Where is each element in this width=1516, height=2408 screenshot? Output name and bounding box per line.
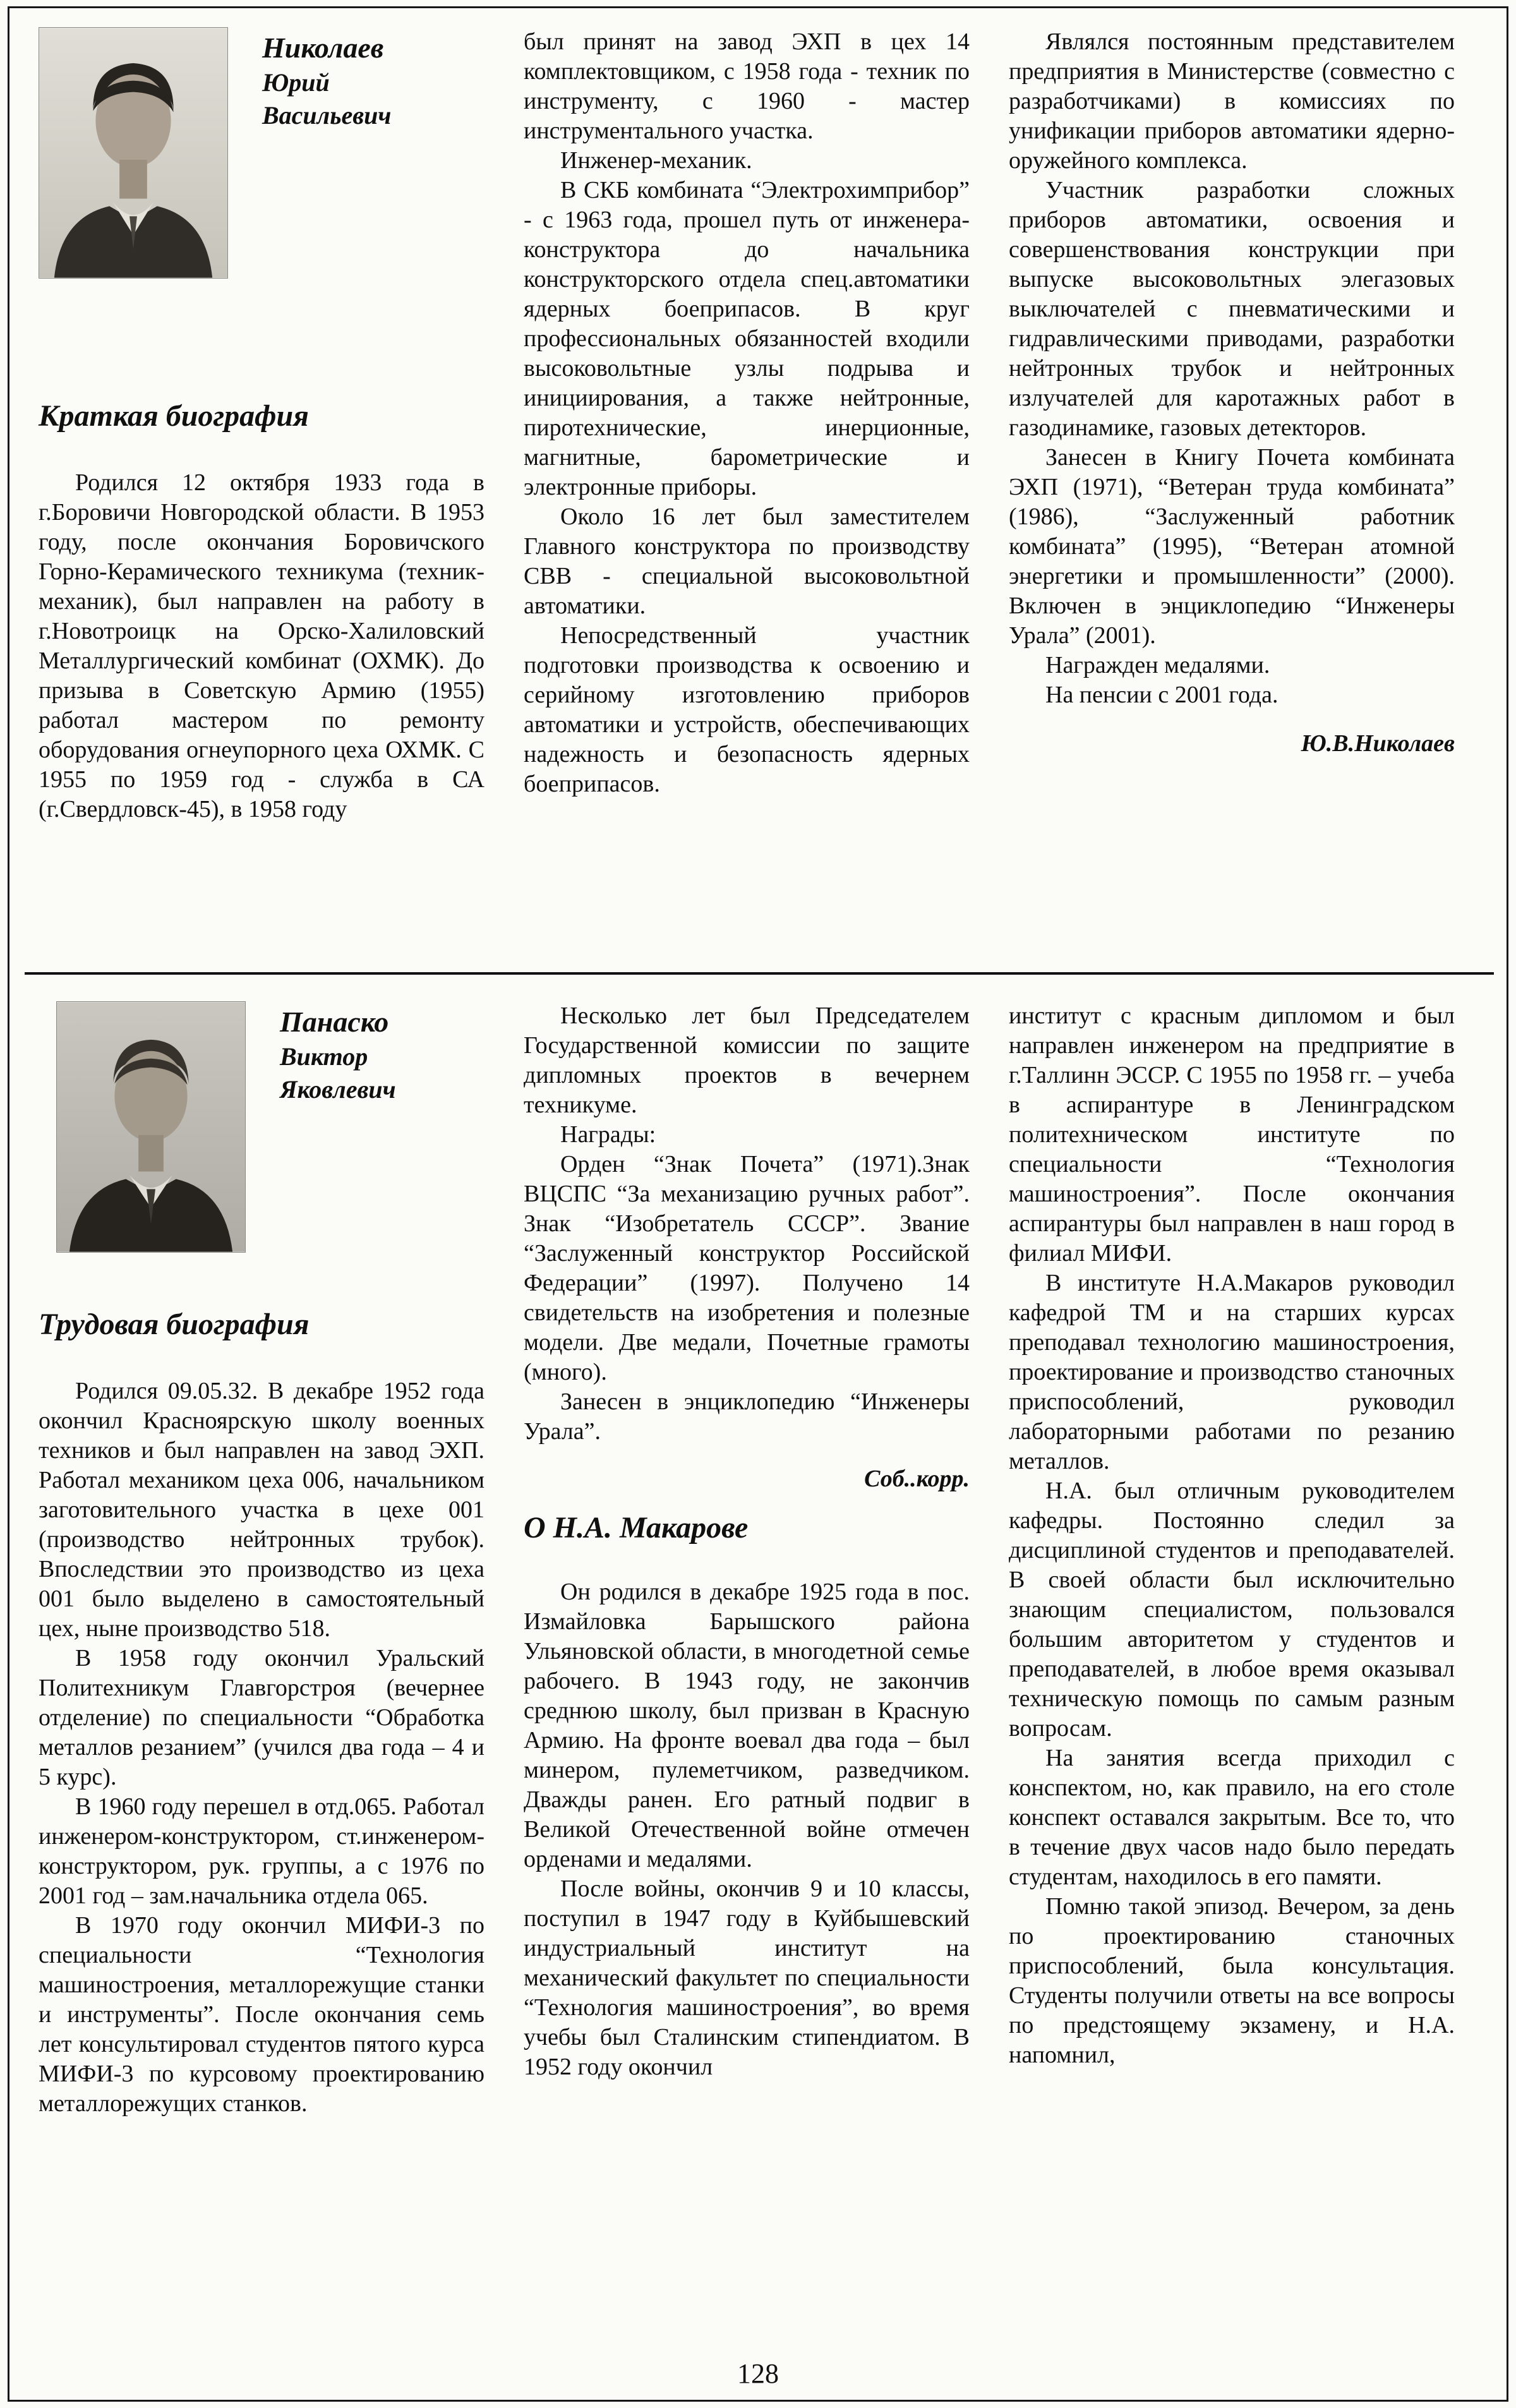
article-nikolaev: [39, 27, 1481, 951]
portrait-photo-panasko: [56, 1001, 246, 1253]
paragraph: В институте Н.А.Макаров руководил кафедрой ТМ и на старших курсах преподавал технологию машиностроения, проектирование и производство станочных приспособлений, руководил лабораторными работами по резанию металлов.: [1009, 1270, 1455, 1474]
paragraph: институт с красным дипломом и был направлен инженером на предприятие в г.Таллинн ЭССР. С 1955 по 1958 гг. – учеба в аспирантуре в Ленинградском политехническом институте по специальности “Технология машиностроения”. После окончания аспирантуры был направлен в наш город в филиал МИФИ.: [1009, 1002, 1455, 1267]
paragraph: Несколько лет был Председателем Государственной комиссии по защите дипломных проектов в вечернем техникуме.: [524, 1002, 970, 1118]
paragraph: Он родился в декабре 1925 года в пос. Измайловка Барышского района Ульяновской области, в многодетной семье рабочего. В 1943 году, не закончив среднюю школу, был призван в Красную Армию. На фронте воевал два года – был минером, пулеметчиком, разведчиком. Дважды ранен. Его ратный подвиг в Великой Отечественной войне отмечен орденами и медалями.: [524, 1579, 970, 1872]
patronymic: Яковлевич: [280, 1075, 396, 1104]
paragraph: Участник разработки сложных приборов автоматики, освоения и совершенствования конструкции при выпуске высоковольтных элегазовых выключателей с пневматическими и гидравлическими приводами, разработки нейтронных трубок и нейтронных излучателей для каротажных работ в газодинамике, газовых детекторов.: [1009, 177, 1455, 441]
article-panasko-column-2: [524, 1001, 970, 2119]
first-name: Виктор: [280, 1042, 368, 1071]
paragraph: После войны, окончив 9 и 10 классы, поступил в 1947 году в Куйбышевский индустриальный институт на механический факультет по специальности “Технология машиностроения”, во время учебы был Сталинским стипендиатом. В 1952 году окончил: [524, 1875, 970, 2080]
sub-article-heading-makarov: О Н.А. Макарове: [524, 1511, 749, 1544]
person-name-panasko: [280, 1001, 396, 1253]
author-signature-nikolaev: Ю.В.Николаев: [1301, 730, 1455, 757]
paragraph: В СКБ комбината “Электрохимприбор” - с 1963 года, прошел путь от инженера-конструктора до начальника конструкторского отдела спец.автоматики ядерных боеприпасов. В круг профессиональных обязанностей входили высоковольтные узлы подрыва и инициирования, а также нейтронные, пиротехнические, инерционные, магнитные, барометрические и электронные приборы.: [524, 177, 970, 500]
paragraph: Награды:: [560, 1121, 656, 1148]
paragraph: Родился 12 октября 1933 года в г.Боровичи Новгородской области. В 1953 году, после окончания Боровичского Горно-Керамического техникума (техник-механик), был направлен на работу в г.Новотроицк на Орско-Халиловский Металлургический комбинат (ОХМК). До призыва в Советскую Армию (1955) работал мастером по ремонту оборудования огнеупорного цеха ОХМК. С 1955 по 1959 год - служба в СА (г.Свердловск-45), в 1958 году: [39, 469, 484, 822]
paragraph: В 1960 году перешел в отд.065. Работал инженером-конструктором, ст.инженером-конструктором, рук. группы, а с 1976 по 2001 год – зам.начальника отдела 065.: [39, 1793, 484, 1909]
bio-heading-nikolaev: Краткая биография: [39, 399, 309, 433]
article-nikolaev-column-3: [1009, 27, 1455, 951]
person-name-nikolaev: [262, 27, 391, 279]
first-name: Юрий: [262, 68, 330, 97]
photo-name-row-nikolaev: [39, 27, 484, 279]
surname: Панаско: [280, 1006, 389, 1038]
paragraph: Награжден медалями.: [1045, 652, 1270, 678]
article-nikolaev-column-2: [524, 27, 970, 951]
paragraph: Около 16 лет был заместителем Главного конструктора по производству СВВ - специальной высоковольтной автоматики.: [524, 503, 970, 619]
paragraph: В 1970 году окончил МИФИ-3 по специальности “Технология машиностроения, металлорежущие станки и инструменты”. После окончания семь лет консультировал студентов пятого курса МИФИ-3 по курсовому проектированию металлорежущих станков.: [39, 1912, 484, 2117]
paragraph: Инженер-механик.: [560, 147, 752, 174]
article-panasko-column-3: [1009, 1001, 1455, 2119]
paragraph: Являлся постоянным представителем предприятия в Министерстве (совместно с разработчиками) в комиссиях по унификации приборов автоматики ядерно-оружейного комплекса.: [1009, 28, 1455, 174]
paragraph: На пенсии с 2001 года.: [1045, 682, 1278, 708]
page-number: 128: [737, 2358, 779, 2389]
portrait-placeholder-icon: [57, 1002, 245, 1252]
portrait-placeholder-icon: [39, 28, 227, 278]
bio-heading-panasko: Трудовая биография: [39, 1308, 310, 1341]
paragraph: На занятия всегда приходил с конспектом, но, как правило, на его столе конспект оставался закрытым. Все то, что в течение двух часов надо было передать студентам, находилось в его памяти.: [1009, 1745, 1455, 1890]
page-border: [8, 6, 1508, 2402]
paragraph: Орден “Знак Почета” (1971).Знак ВЦСПС “За механизацию ручных работ”. Знак “Изобретатель СССР”. Звание “Заслуженный конструктор Российской Федерации” (1997). Получено 14 свидетельств на изобретения и полезные модели. Две медали, Почетные грамоты (много).: [524, 1151, 970, 1385]
correspondent-signature: Соб..корр.: [864, 1466, 970, 1492]
paragraph: Родился 09.05.32. В декабре 1952 года окончил Красноярскую школу военных техников и был направлен на завод ЭХП. Работал механиком цеха 006, начальником заготовительного участка в цехе 001 (производство нейтронных трубок). Впоследствии это производство из цеха 001 было выделено в самостоятельный цех, ныне производство 518.: [39, 1378, 484, 1642]
portrait-photo-nikolaev: [39, 27, 228, 279]
surname: Николаев: [262, 32, 384, 64]
article-panasko-column-1: [39, 1001, 484, 2119]
section-divider: [25, 972, 1494, 975]
paragraph: Занесен в энциклопедию “Инженеры Урала”.: [524, 1388, 970, 1445]
paragraph: Н.А. был отличным руководителем кафедры. Постоянно следил за дисциплиной студентов и преподавателей. В своей области был исключительно знающим специалистом, пользовался большим авторитетом у студентов и преподавателей, в любое время оказывал техническую помощь по самым разным вопросам.: [1009, 1478, 1455, 1742]
article-panasko: [39, 1001, 1481, 2119]
paragraph: был принят на завод ЭХП в цех 14 комплектовщиком, с 1958 года - техник по инструменту, с 1960 - мастер инструментального участка.: [524, 28, 970, 144]
paragraph: Занесен в Книгу Почета комбината ЭХП (1971), “Ветеран труда комбината” (1986), “Заслуженный работник комбината” (1995), “Ветеран атомной энергетики и промышленности” (2000). Включен в энциклопедию “Инженеры Урала” (2001).: [1009, 444, 1455, 649]
paragraph: Непосредственный участник подготовки производства к освоению и серийному изготовлению приборов автоматики и устройств, обеспечивающих надежность и безопасность ядерных боеприпасов.: [524, 622, 970, 797]
paragraph: В 1958 году окончил Уральский Политехникум Главгорстроя (вечернее отделение) по специальности “Обработка металлов резанием” (учился два года – 4 и 5 курс).: [39, 1645, 484, 1790]
article-nikolaev-column-1: [39, 27, 484, 951]
photo-name-row-panasko: [56, 1001, 484, 1253]
patronymic: Васильевич: [262, 101, 392, 129]
paragraph: Помню такой эпизод. Вечером, за день по проектированию станочных приспособлений, была консультация. Студенты получили ответы на все вопросы по предстоящему экзамену, и Н.А. напомнил,: [1009, 1893, 1455, 2068]
